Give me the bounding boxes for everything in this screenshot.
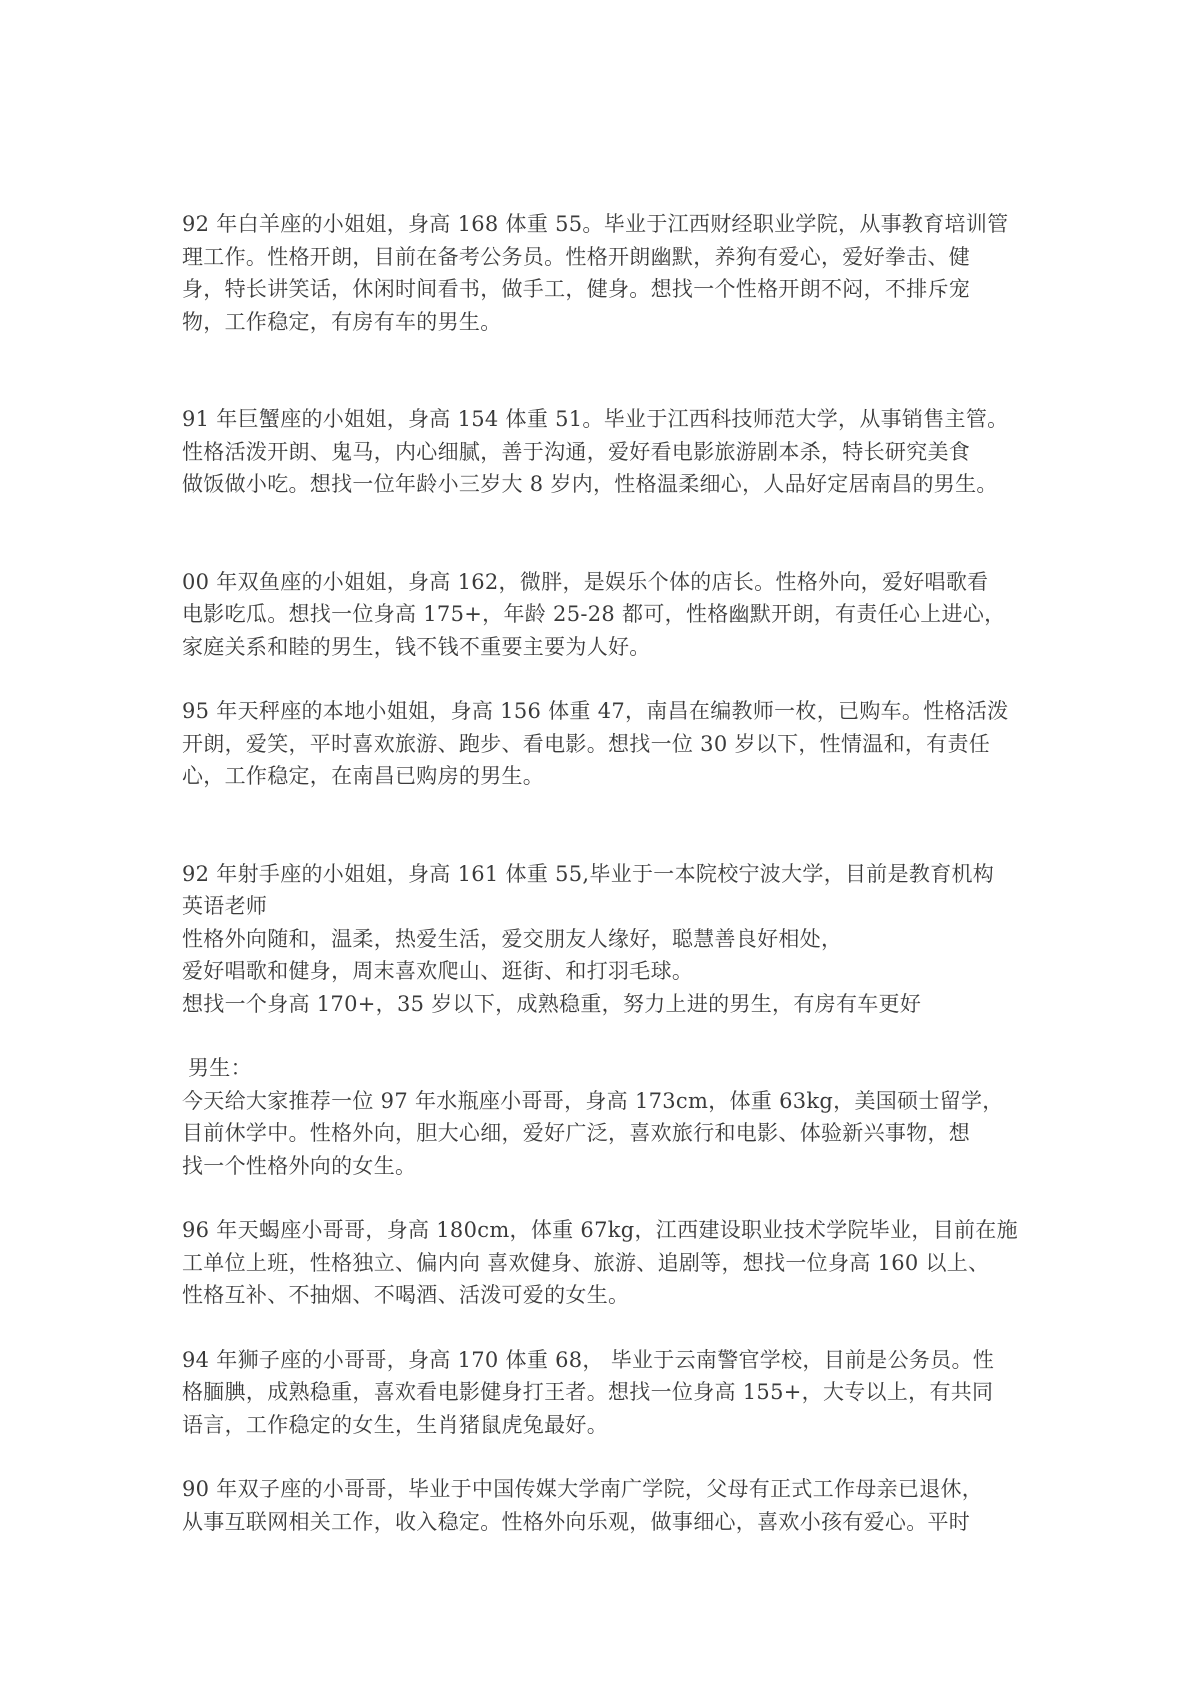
profile-female-3 — [182, 566, 1022, 664]
profile-line: 理工作。性格开朗，目前在备考公务员。性格开朗幽默，养狗有爱心，爱好拳击、健 — [182, 244, 971, 269]
profile-female-5 — [182, 858, 1022, 1021]
paragraph-spacer — [182, 1441, 1022, 1473]
profile-line: 性格外向随和，温柔，热爱生活，爱交朋友人缘好，聪慧善良好相处， — [182, 926, 843, 951]
paragraph-spacer — [182, 501, 1022, 566]
profile-line: 从事互联网相关工作，收入稳定。性格外向乐观，做事细心，喜欢小孩有爱心。平时 — [182, 1509, 971, 1534]
profile-line: 做饭做小吃。想找一位年龄小三岁大 8 岁内，性格温柔细心，人品好定居南昌的男生。 — [182, 472, 998, 496]
profile-line: 96 年天蝎座小哥哥，身高 180cm，体重 67kg，江西建设职业技术学院毕业，目前在施 — [182, 1218, 1018, 1242]
profile-male-4 — [182, 1473, 1022, 1538]
profile-line: 开朗，爱笑，平时喜欢旅游、跑步、看电影。想找一位 30 岁以下，性情温和，有责任 — [182, 731, 991, 756]
profile-line: 想找一个身高 170+，35 岁以下，成熟稳重，努力上进的男生，有房有车更好 — [182, 991, 922, 1016]
profile-line: 92 年射手座的小姐姐，身高 161 体重 55,毕业于一本院校宁波大学，目前是教育机构 — [182, 861, 995, 886]
profile-line: 语言，工作稳定的女生，生肖猪鼠虎兔最好。 — [182, 1412, 608, 1437]
profile-line: 目前休学中。性格外向，胆大心细，爱好广泛，喜欢旅行和电影、体验新兴事物，想 — [182, 1121, 971, 1145]
profile-female-4 — [182, 695, 1022, 793]
profile-line: 性格活泼开朗、鬼马，内心细腻，善于沟通，爱好看电影旅游剧本杀，特长研究美食 — [182, 439, 971, 464]
paragraph-spacer — [182, 1312, 1022, 1344]
profile-female-1 — [182, 208, 1022, 338]
paragraph-spacer — [182, 1020, 1022, 1052]
profile-male-2 — [182, 1214, 1022, 1312]
profile-line: 物，工作稳定，有房有车的男生。 — [182, 309, 502, 334]
paragraph-spacer — [182, 793, 1022, 858]
profile-line: 性格互补、不抽烟、不喝酒、活泼可爱的女生。 — [182, 1283, 630, 1307]
profile-line: 电影吃瓜。想找一位身高 175+，年龄 25-28 都可，性格幽默开朗，有责任心上进心， — [182, 602, 1006, 626]
profile-female-2 — [182, 403, 1022, 501]
profile-line: 95 年天秤座的本地小姐姐，身高 156 体重 47，南昌在编教师一枚，已购车。性格活泼 — [182, 699, 1009, 723]
profile-line: 心，工作稳定，在南昌已购房的男生。 — [182, 764, 545, 788]
profile-line: 身，特长讲笑话，休闲时间看书，做手工，健身。想找一个性格开朗不闷，不排斥宠 — [182, 277, 971, 301]
profile-line: 今天给大家推荐一位 97 年水瓶座小哥哥，身高 173cm，体重 63kg，美国硕士留学， — [182, 1088, 1004, 1113]
profile-line: 92 年白羊座的小姐姐，身高 168 体重 55。毕业于江西财经职业学院，从事教育培训管 — [182, 212, 1009, 236]
profile-line: 工单位上班，性格独立、偏内向 喜欢健身、旅游、追剧等，想找一位身高 160 以上、 — [182, 1250, 990, 1275]
profile-line: 找一个性格外向的女生。 — [182, 1153, 417, 1178]
paragraph-spacer — [182, 338, 1022, 403]
paragraph-spacer — [182, 663, 1022, 695]
male-section-heading: 男生： — [188, 1056, 252, 1080]
profile-line: 家庭关系和睦的男生，钱不钱不重要主要为人好。 — [182, 634, 651, 659]
profile-line: 格腼腆，成熟稳重，喜欢看电影健身打王者。想找一位身高 155+，大专以上，有共同 — [182, 1380, 994, 1404]
profile-line: 00 年双鱼座的小姐姐，身高 162，微胖，是娱乐个体的店长。性格外向，爱好唱歌看 — [182, 569, 989, 594]
profile-line: 94 年狮子座的小哥哥，身高 170 体重 68， 毕业于云南警官学校，目前是公务员。性 — [182, 1347, 995, 1372]
profile-line: 90 年双子座的小哥哥，毕业于中国传媒大学南广学院，父母有正式工作母亲已退休， — [182, 1477, 984, 1501]
profile-line: 英语老师 — [182, 894, 268, 918]
profile-male-3 — [182, 1344, 1022, 1442]
paragraph-spacer — [182, 1182, 1022, 1214]
document-body — [182, 208, 1022, 1538]
profile-line: 91 年巨蟹座的小姐姐，身高 154 体重 51。毕业于江西科技师范大学，从事销售主管。 — [182, 407, 1009, 431]
profile-male-1 — [182, 1085, 1022, 1183]
profile-line: 爱好唱歌和健身，周末喜欢爬山、逛街、和打羽毛球。 — [182, 959, 694, 983]
